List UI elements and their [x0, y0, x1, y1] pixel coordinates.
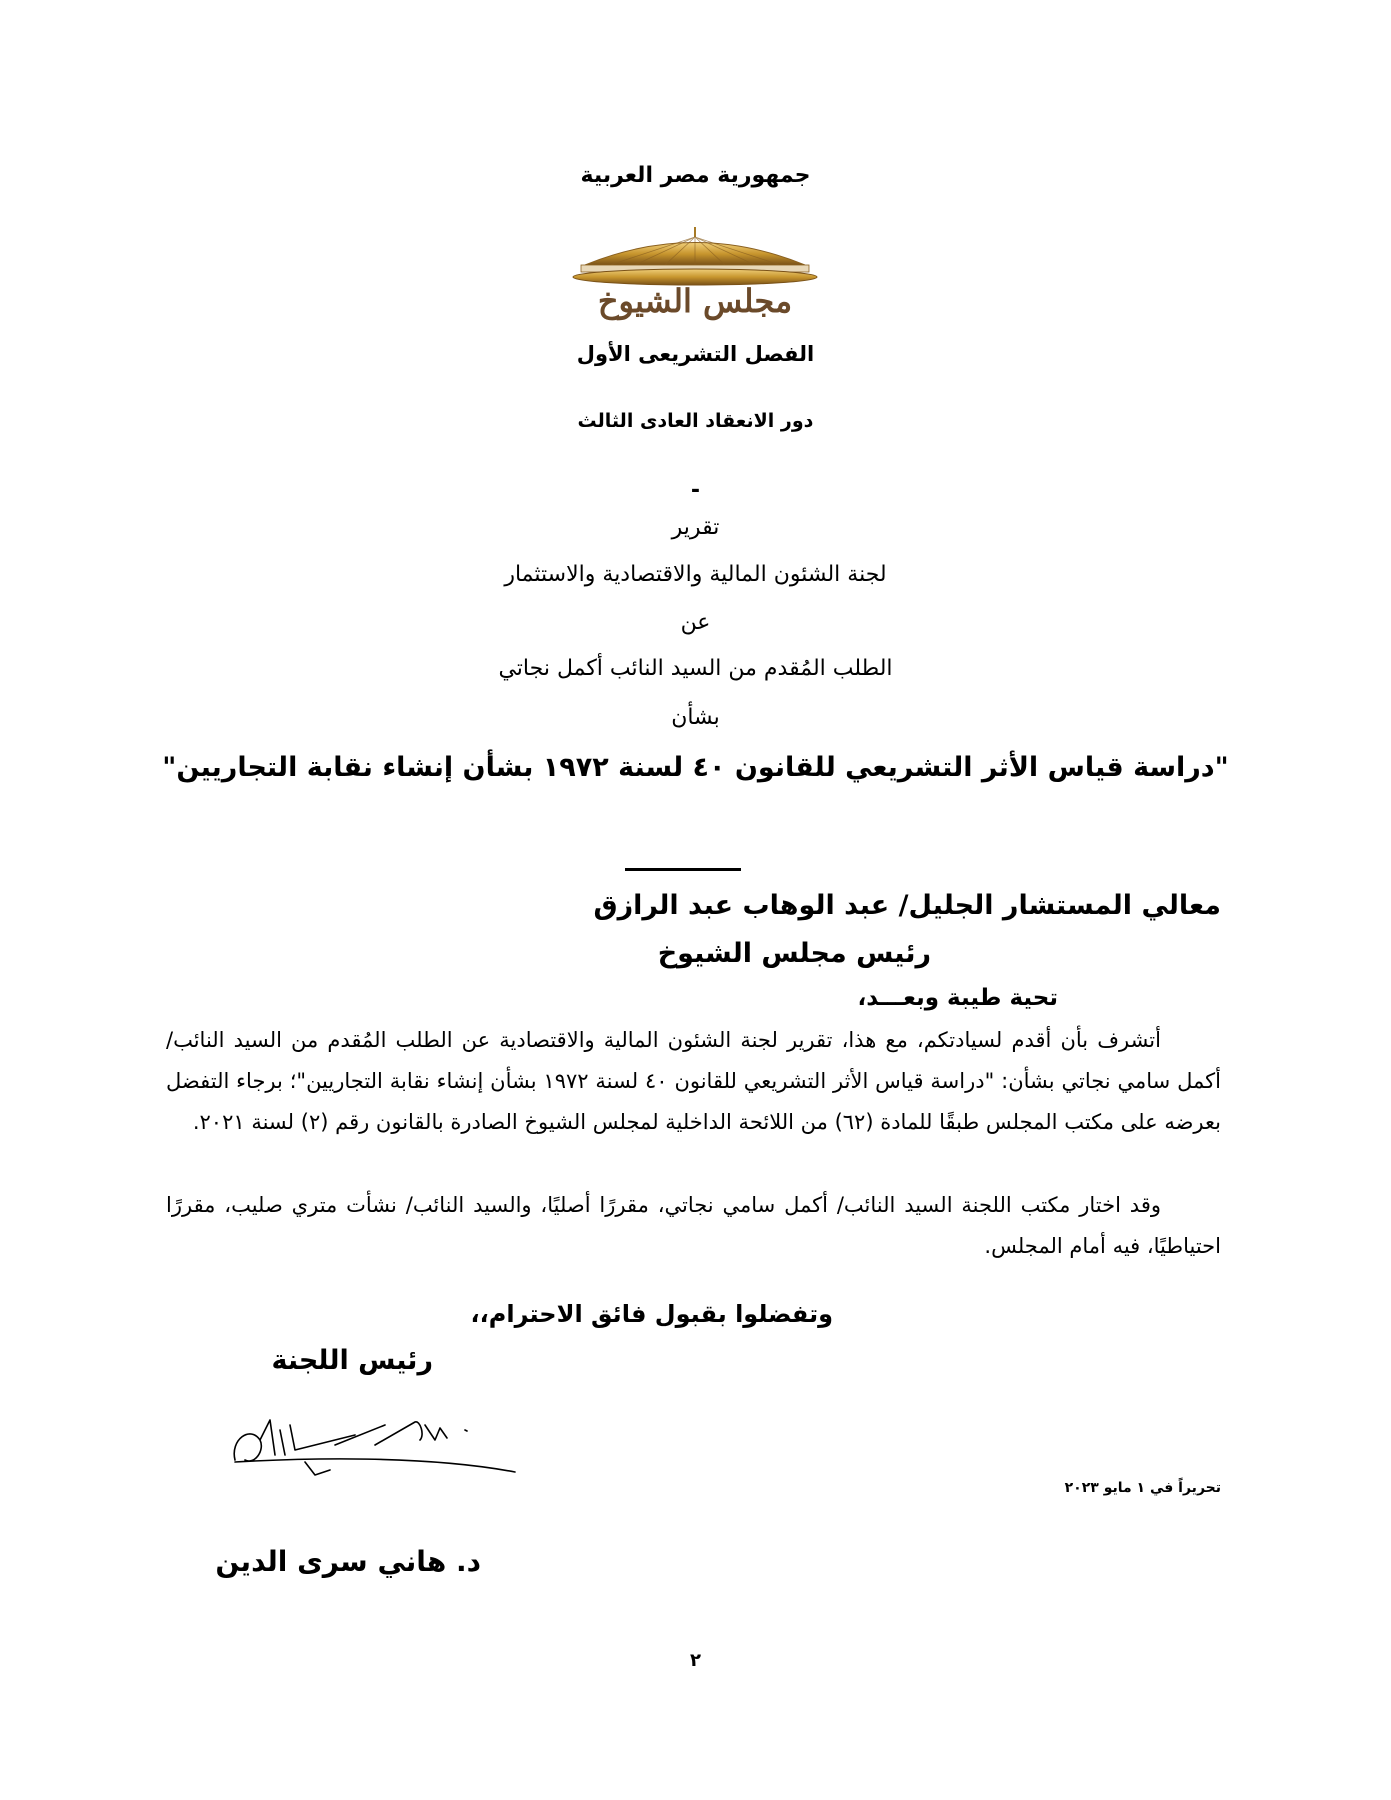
signer-name: د. هاني سرى الدين — [215, 1545, 481, 1578]
request-line: الطلب المُقدم من السيد النائب أكمل نجاتي — [498, 656, 893, 681]
greeting: تحية طيبة وبعـــد، — [857, 985, 1058, 1011]
body-paragraph-1 — [166, 1020, 1221, 1143]
handwritten-signature-icon — [225, 1400, 525, 1485]
senate-logo-calligraphy: مجلس الشيوخ — [597, 282, 793, 320]
signature-title: رئيس اللجنة — [271, 1345, 433, 1376]
study-title: "دراسة قياس الأثر التشريعي للقانون ٤٠ لسنة ١٩٧٢ بشأن إنشاء نقابة التجاريين" — [162, 752, 1229, 783]
addressee-title: رئيس مجلس الشيوخ — [657, 938, 931, 969]
body-paragraph-1-text: أتشرف بأن أقدم لسيادتكم، مع هذا، تقرير لجنة الشئون المالية والاقتصادية عن الطلب المُقدم من السيد النائب/ أكمل سامي نجاتي بشأن: "دراسة قياس الأثر التشريعي للقانون ٤٠ لسنة ١٩٧٢ بشأن إنشاء نقابة التجاريين"؛ برجاء التفضل بعرضه على مكتب المجلس طبقًا للمادة (٦٢) من اللائحة الداخلية لمجلس الشيوخ الصادرة بالقانون رقم (٢) لسنة ٢٠٢١. — [166, 1028, 1221, 1134]
regarding-label: بشأن — [671, 705, 720, 730]
page-number: ٢ — [690, 1650, 701, 1671]
date-written: تحريراً في ١ مايو ٢٠٢٣ — [1064, 1480, 1221, 1496]
country-heading: جمهورية مصر العربية — [580, 163, 811, 188]
divider-line — [625, 868, 741, 871]
legislative-term: الفصل التشريعى الأول — [576, 342, 815, 366]
committee-name: لجنة الشئون المالية والاقتصادية والاستثمار — [504, 562, 887, 587]
report-label: تقرير — [671, 515, 720, 540]
about-label: عن — [680, 610, 711, 635]
addressee-name: معالي المستشار الجليل/ عبد الوهاب عبد الرازق — [593, 890, 1221, 921]
body-paragraph-2 — [166, 1185, 1221, 1267]
session-label: دور الانعقاد العادى الثالث — [577, 410, 814, 432]
body-paragraph-2-text: وقد اختار مكتب اللجنة السيد النائب/ أكمل سامي نجاتي، مقررًا أصليًا، والسيد النائب/ نشأت متري صليب، مقررًا احتياطيًا، فيه أمام المجلس. — [166, 1193, 1221, 1258]
closing-line: وتفضلوا بقبول فائق الاحترام،، — [470, 1300, 833, 1328]
separator-dash: - — [690, 478, 701, 503]
